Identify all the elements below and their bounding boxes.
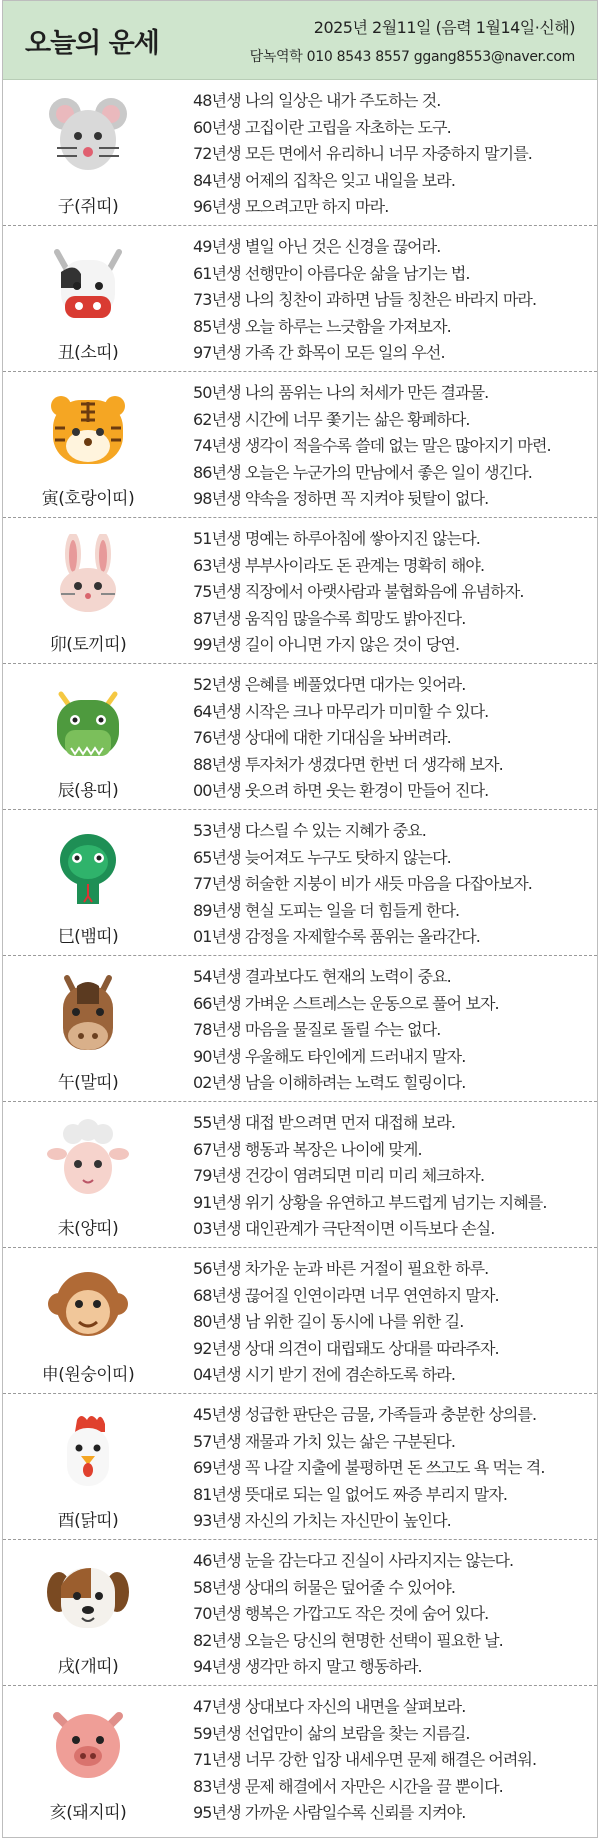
rat-icon: [47, 96, 129, 178]
dragon-icon: [47, 680, 129, 762]
fortune-line: 63년생 부부사이라도 돈 관계는 명확히 해야.: [193, 555, 485, 575]
fortune-line: 97년생 가족 간 화목이 모든 일의 우선.: [193, 343, 445, 362]
fortune-line: 03년생 대인관계가 극단적이면 이득보다 손실.: [193, 1219, 495, 1238]
page-title: 오늘의 운세: [25, 28, 159, 59]
zodiac-list: [3, 80, 597, 1832]
monkey-icon: [47, 1264, 129, 1346]
fortune-line: 02년생 남을 이해하려는 노력도 힐링이다.: [193, 1073, 466, 1092]
zodiac-label: 丑(소띠): [57, 343, 119, 363]
zodiac-animal: [3, 372, 173, 518]
fortune-line: 60년생 고집이란 고립을 자초하는 도구.: [193, 117, 451, 137]
fortune-line: 85년생 오늘 하루는 느긋함을 가져보자.: [193, 316, 451, 336]
zodiac-animal: [3, 1102, 173, 1248]
zodiac-animal: [3, 226, 173, 372]
fortune-line: 95년생 가까운 사람일수록 신뢰를 지켜야.: [193, 1803, 466, 1822]
zodiac-animal: [3, 956, 173, 1102]
zodiac-label: 卯(토끼띠): [49, 635, 127, 655]
fortune-line: 91년생 위기 상황을 유연하고 부드럽게 넘기는 지혜를.: [193, 1192, 547, 1212]
fortune-line: 66년생 가벼운 스트레스는 운동으로 풀어 보자.: [193, 993, 499, 1013]
zodiac-animal: [3, 80, 173, 226]
fortune-line: 93년생 자신의 가치는 자신만이 높인다.: [193, 1511, 451, 1530]
fortune-lines: [193, 1694, 589, 1827]
fortune-line: 58년생 상대의 허물은 덮어줄 수 있어야.: [193, 1577, 456, 1597]
fortune-line: 74년생 생각이 적을수록 쓸데 없는 말은 많아지기 마련.: [193, 436, 551, 455]
fortune-line: 82년생 오늘은 당신의 현명한 선택이 필요한 날.: [193, 1630, 503, 1650]
dog-icon: [47, 1556, 129, 1638]
zodiac-row: [3, 1686, 597, 1832]
fortune-line: 64년생 시작은 크나 마무리가 미미할 수 있다.: [193, 701, 489, 721]
fortune-line: 98년생 약속을 정하면 꼭 지켜야 뒷탈이 없다.: [193, 489, 489, 508]
fortune-line: 96년생 모으려고만 하지 마라.: [193, 197, 389, 216]
fortune-line: 55년생 대접 받으려면 먼저 대접해 보라.: [193, 1113, 456, 1132]
snake-icon: [47, 826, 129, 908]
fortune-lines: [193, 88, 589, 221]
fortune-line: 53년생 다스릴 수 있는 지혜가 중요.: [193, 821, 426, 840]
fortune-line: 69년생 꼭 나갈 지출에 불평하면 돈 쓰고도 욕 먹는 격.: [193, 1458, 545, 1477]
fortune-line: 99년생 길이 아니면 가지 않은 것이 당연.: [193, 635, 460, 654]
fortune-line: 88년생 투자처가 생겼다면 한번 더 생각해 보자.: [193, 754, 503, 774]
fortune-line: 94년생 생각만 하지 말고 행동하라.: [193, 1657, 422, 1676]
zodiac-animal: [3, 1686, 173, 1832]
fortune-line: 50년생 나의 품위는 나의 처세가 만든 결과물.: [193, 383, 489, 402]
zodiac-animal: [3, 1540, 173, 1686]
fortune-line: 65년생 늦어져도 누구도 탓하지 않는다.: [193, 847, 451, 867]
fortune-line: 68년생 끊어질 인연이라면 너무 연연하지 말자.: [193, 1285, 499, 1305]
fortune-lines: [193, 1256, 589, 1389]
fortune-line: 89년생 현실 도피는 일을 더 힘들게 한다.: [193, 900, 460, 920]
fortune-line: 49년생 별일 아닌 것은 신경을 끊어라.: [193, 237, 441, 256]
fortune-line: 71년생 너무 강한 입장 내세우면 문제 해결은 어려워.: [193, 1750, 537, 1769]
fortune-line: 04년생 시기 받기 전에 겸손하도록 하라.: [193, 1365, 456, 1384]
fortune-line: 76년생 상대에 대한 기대심을 놔버려라.: [193, 728, 451, 747]
fortune-lines: [193, 1548, 589, 1681]
fortune-line: 48년생 나의 일상은 내가 주도하는 것.: [193, 91, 441, 110]
fortune-lines: [193, 818, 589, 951]
fortune-line: 51년생 명예는 하루아침에 쌓아지진 않는다.: [193, 529, 480, 548]
header: [3, 1, 597, 80]
fortune-lines: [193, 234, 589, 367]
fortune-line: 86년생 오늘은 누군가의 만남에서 좋은 일이 생긴다.: [193, 462, 532, 482]
zodiac-label: 辰(용띠): [57, 781, 119, 801]
tiger-icon: [47, 388, 129, 470]
zodiac-label: 戌(개띠): [57, 1657, 119, 1677]
fortune-line: 83년생 문제 해결에서 자만은 시간을 끌 뿐이다.: [193, 1776, 503, 1796]
fortune-line: 62년생 시간에 너무 쫓기는 삶은 황폐하다.: [193, 409, 470, 429]
fortune-line: 79년생 건강이 염려되면 미리 미리 체크하자.: [193, 1166, 485, 1185]
fortune-lines: [193, 526, 589, 659]
fortune-line: 92년생 상대 의견이 대립돼도 상대를 따라주자.: [193, 1338, 499, 1358]
zodiac-label: 寅(호랑이띠): [41, 489, 135, 509]
zodiac-row: [3, 956, 597, 1102]
fortune-lines: [193, 380, 589, 513]
fortune-line: 45년생 성급한 판단은 금물, 가족들과 충분한 상의를.: [193, 1405, 537, 1424]
zodiac-row: [3, 80, 597, 226]
zodiac-row: [3, 372, 597, 518]
fortune-line: 81년생 뜻대로 되는 일 없어도 짜증 부리지 말자.: [193, 1484, 508, 1504]
fortune-line: 00년생 웃으려 하면 웃는 환경이 만들어 진다.: [193, 781, 489, 800]
fortune-line: 70년생 행복은 가깝고도 작은 것에 숨어 있다.: [193, 1604, 489, 1623]
fortune-line: 75년생 직장에서 아랫사람과 불협화음에 유념하자.: [193, 582, 524, 601]
fortune-lines: [193, 1402, 589, 1535]
zodiac-row: [3, 518, 597, 664]
fortune-line: 90년생 우울해도 타인에게 드러내지 말자.: [193, 1046, 466, 1066]
horse-icon: [47, 972, 129, 1054]
zodiac-animal: [3, 810, 173, 956]
fortune-line: 73년생 나의 칭찬이 과하면 남들 칭찬은 바라지 마라.: [193, 290, 537, 309]
zodiac-label: 酉(닭띠): [57, 1511, 119, 1531]
zodiac-label: 巳(뱀띠): [57, 927, 119, 947]
rabbit-icon: [47, 534, 129, 616]
fortune-line: 54년생 결과보다도 현재의 노력이 중요.: [193, 967, 451, 986]
fortune-lines: [193, 964, 589, 1097]
zodiac-row: [3, 810, 597, 956]
fortune-line: 46년생 눈을 감는다고 진실이 사라지지는 않는다.: [193, 1551, 514, 1570]
zodiac-row: [3, 1394, 597, 1540]
sheep-icon: [47, 1118, 129, 1200]
zodiac-animal: [3, 664, 173, 810]
fortune-line: 61년생 선행만이 아름다운 삶을 남기는 법.: [193, 263, 470, 283]
zodiac-animal: [3, 518, 173, 664]
fortune-line: 80년생 남 위한 길이 동시에 나를 위한 길.: [193, 1312, 464, 1331]
zodiac-row: [3, 1248, 597, 1394]
fortune-lines: [193, 1110, 589, 1243]
zodiac-label: 子(쥐띠): [57, 197, 119, 217]
zodiac-label: 未(양띠): [57, 1219, 119, 1239]
zodiac-animal: [3, 1394, 173, 1540]
fortune-line: 77년생 허술한 지붕이 비가 새듯 마음을 다잡아보자.: [193, 874, 532, 893]
ox-icon: [47, 242, 129, 324]
pig-icon: [47, 1702, 129, 1784]
fortune-line: 57년생 재물과 가치 있는 삶은 구분된다.: [193, 1431, 456, 1451]
fortune-line: 47년생 상대보다 자신의 내면을 살펴보라.: [193, 1697, 466, 1716]
zodiac-row: [3, 1540, 597, 1686]
date-line: 2025년 2월11일 (음력 1월14일·신해): [313, 18, 575, 37]
zodiac-label: 亥(돼지띠): [49, 1803, 127, 1823]
zodiac-label: 申(원숭이띠): [41, 1365, 135, 1385]
rooster-icon: [47, 1410, 129, 1492]
fortune-line: 67년생 행동과 복장은 나이에 맞게.: [193, 1139, 422, 1159]
zodiac-row: [3, 226, 597, 372]
fortune-line: 87년생 움직임 많을수록 희망도 밝아진다.: [193, 608, 466, 628]
zodiac-row: [3, 664, 597, 810]
fortune-line: 84년생 어제의 집착은 잊고 내일을 보라.: [193, 170, 456, 190]
contact-line: 담녹역학 010 8543 8557 ggang8553@naver.com: [249, 49, 575, 65]
zodiac-animal: [3, 1248, 173, 1394]
fortune-lines: [193, 672, 589, 805]
fortune-line: 59년생 선업만이 삶의 보람을 찾는 지름길.: [193, 1723, 470, 1743]
fortune-line: 01년생 감정을 자제할수록 품위는 올라간다.: [193, 927, 480, 946]
fortune-line: 78년생 마음을 물질로 돌릴 수는 없다.: [193, 1020, 441, 1039]
zodiac-label: 午(말띠): [57, 1073, 119, 1093]
fortune-page: [2, 0, 598, 1838]
fortune-line: 56년생 차가운 눈과 바른 거절이 필요한 하루.: [193, 1259, 489, 1278]
zodiac-row: [3, 1102, 597, 1248]
fortune-line: 72년생 모든 면에서 유리하니 너무 자중하지 말기를.: [193, 144, 532, 163]
fortune-line: 52년생 은혜를 베풀었다면 대가는 잊어라.: [193, 675, 466, 694]
